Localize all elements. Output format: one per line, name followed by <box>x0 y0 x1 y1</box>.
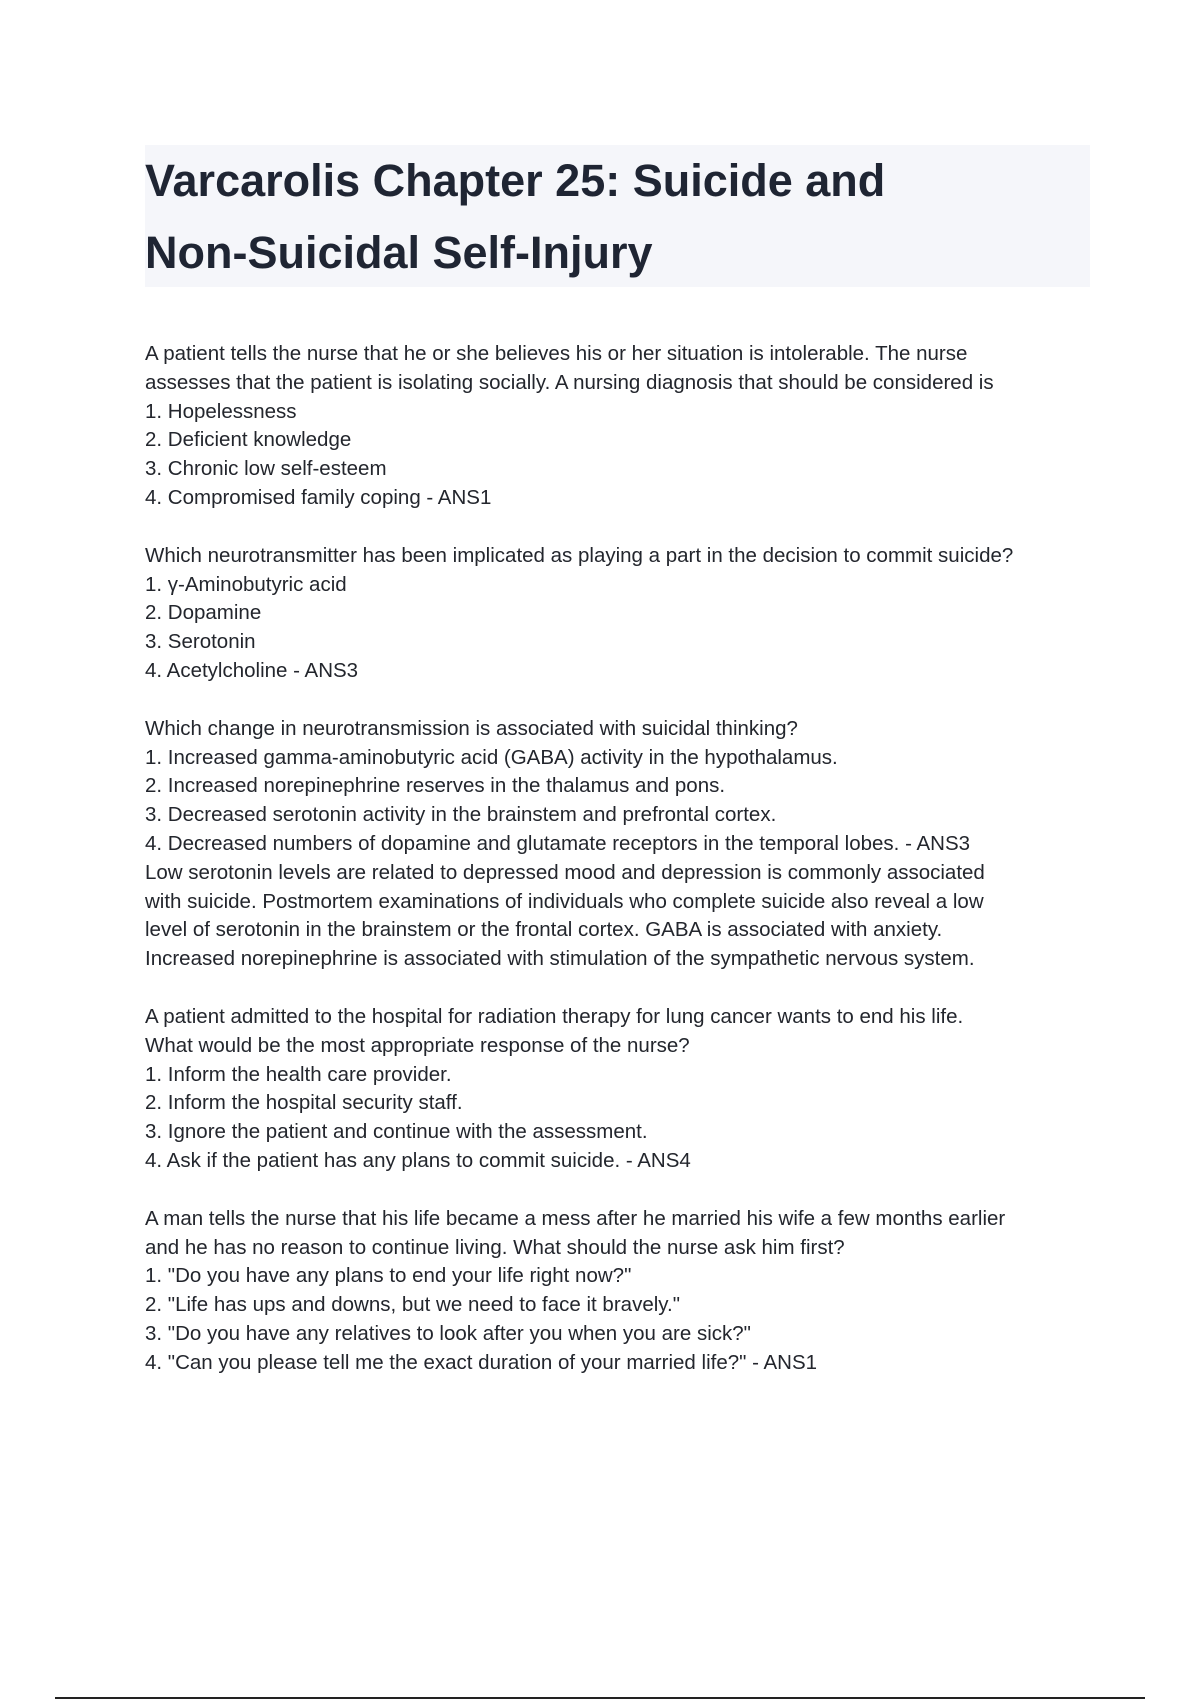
answer-option: 3. Ignore the patient and continue with the assessment. <box>145 1120 648 1144</box>
answer-option: 3. Decreased serotonin activity in the brainstem and prefrontal cortex. <box>145 803 777 827</box>
question-text: and he has no reason to continue living. What should the nurse ask him first? <box>145 1235 845 1259</box>
answer-option: 2. Increased norepinephrine reserves in the thalamus and pons. <box>145 774 726 798</box>
answer-option: 3. "Do you have any relatives to look after you when you are sick?" <box>145 1321 751 1345</box>
question-text: Which neurotransmitter has been implicated as playing a part in the decision to commit suicide? <box>145 543 1014 567</box>
question-block <box>145 1205 1095 1378</box>
question-block <box>145 340 1095 513</box>
question-text: A patient admitted to the hospital for radiation therapy for lung cancer wants to end his life. <box>145 1004 964 1028</box>
answer-option: 2. Inform the hospital security staff. <box>145 1091 463 1115</box>
answer-option: 1. Hopelessness <box>145 399 297 423</box>
answer-option: 3. Chronic low self-esteem <box>145 457 387 481</box>
answer-option: 4. Acetylcholine - ANS3 <box>145 658 359 682</box>
answer-option: 2. "Life has ups and downs, but we need to face it bravely." <box>145 1293 680 1317</box>
answer-option: 1. γ-Aminobutyric acid <box>145 572 347 596</box>
question-block <box>145 542 1095 686</box>
answer-option: 1. Inform the health care provider. <box>145 1062 452 1086</box>
answer-option: 2. Dopamine <box>145 601 262 625</box>
question-text: Which change in neurotransmission is associated with suicidal thinking? <box>145 716 798 740</box>
answer-option: 2. Deficient knowledge <box>145 428 352 452</box>
answer-option: 4. Compromised family coping - ANS1 <box>145 485 492 509</box>
question-block <box>145 1003 1095 1176</box>
answer-option: 1. Increased gamma-aminobutyric acid (GABA) activity in the hypothalamus. <box>145 745 838 769</box>
answer-option: 4. "Can you please tell me the exact duration of your married life?" - ANS1 <box>145 1350 818 1374</box>
question-text: A patient tells the nurse that he or she believes his or her situation is intolerable. The nurse <box>145 342 968 365</box>
question-text: A man tells the nurse that his life became a mess after he married his wife a few months earlier <box>145 1206 1006 1230</box>
answer-option: 4. Decreased numbers of dopamine and glutamate receptors in the temporal lobes. - ANS3 <box>145 831 971 855</box>
title-line-1: Varcarolis Chapter 25: Suicide and <box>145 155 886 206</box>
answer-option: 4. Ask if the patient has any plans to commit suicide. - ANS4 <box>145 1148 691 1172</box>
page-bottom-divider <box>55 1697 1145 1699</box>
rationale-text: with suicide. Postmortem examinations of individuals who complete suicide also reveal a low <box>145 889 984 913</box>
question-text: What would be the most appropriate response of the nurse? <box>145 1033 690 1057</box>
question-block <box>145 715 1095 974</box>
question-list <box>145 340 1095 1407</box>
answer-option: 3. Serotonin <box>145 630 256 654</box>
rationale-text: Low serotonin levels are related to depressed mood and depression is commonly associated <box>145 860 985 884</box>
document-title <box>145 145 1090 287</box>
question-text: assesses that the patient is isolating socially. A nursing diagnosis that should be considered is <box>145 370 994 394</box>
rationale-text: level of serotonin in the brainstem or the frontal cortex. GABA is associated with anxiety. <box>145 918 943 942</box>
title-line-2: Non-Suicidal Self-Injury <box>145 227 653 278</box>
rationale-text: Increased norepinephrine is associated with stimulation of the sympathetic nervous system. <box>145 947 975 971</box>
answer-option: 1. "Do you have any plans to end your life right now?" <box>145 1264 632 1288</box>
